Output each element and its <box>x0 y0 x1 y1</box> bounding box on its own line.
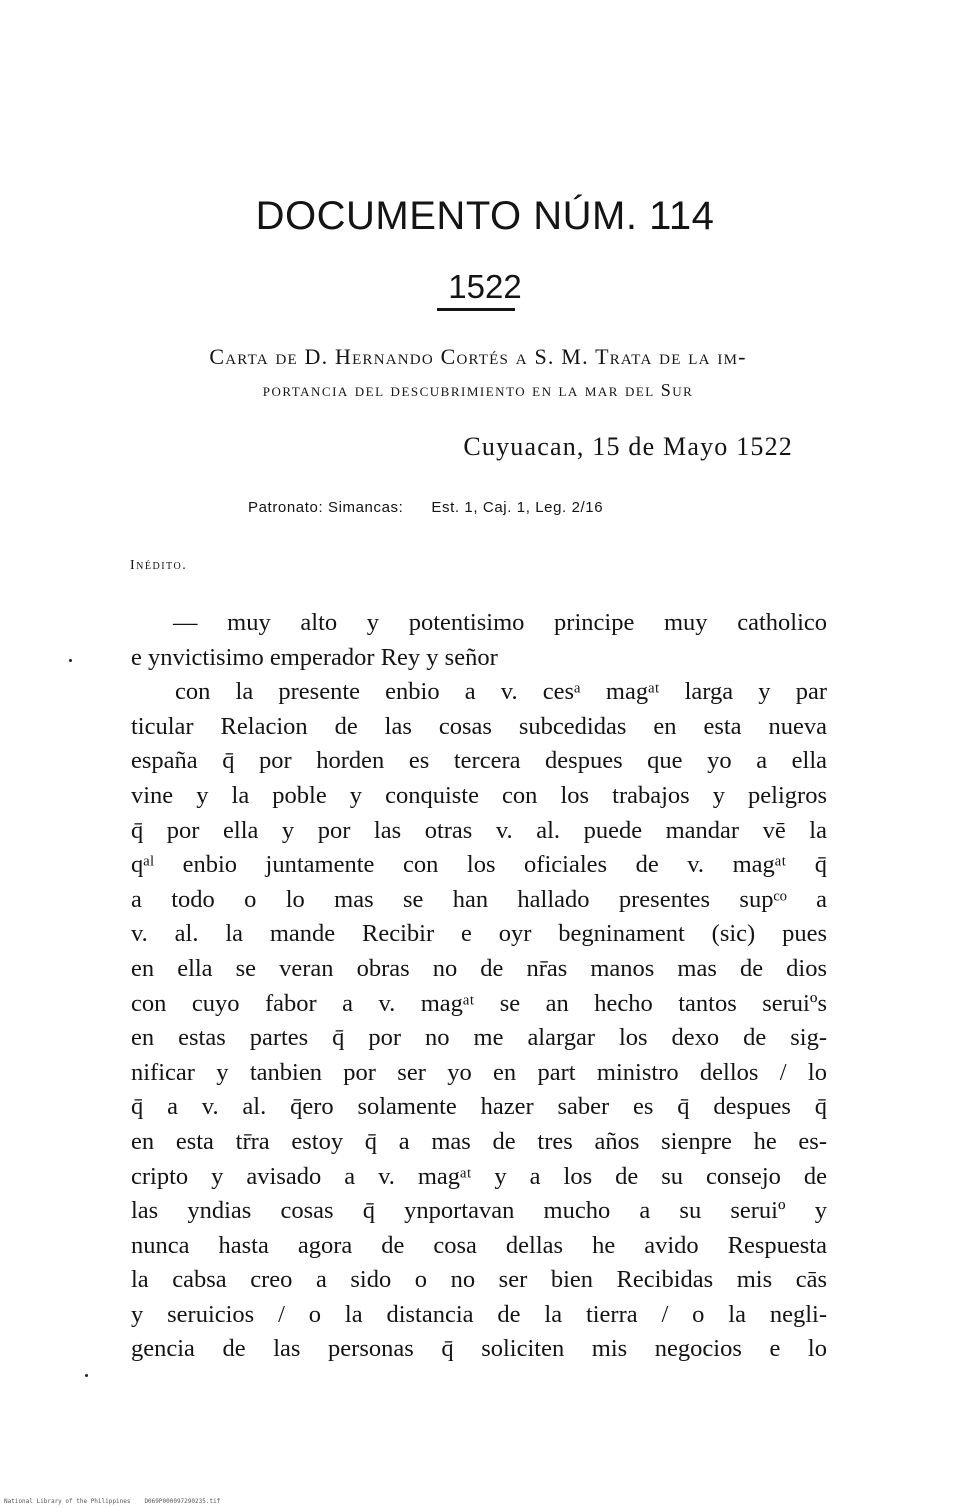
scan-library: National Library of the Philippines <box>4 1498 131 1505</box>
body-line: v. al. la mande Recibir e oyr begninament (sic) pues <box>131 920 827 948</box>
subtitle-line-1: Carta de D. Hernando Cortés a S. M. Trata de la im- <box>209 344 747 369</box>
body-line: las yndias cosas q̄ ynportavan mucho a su seruiº y <box>131 1197 827 1225</box>
archive-label: Patronato: Simancas: <box>248 499 404 516</box>
body-line: cripto y avisado a v. magᵃᵗ y a los de su consejo de <box>131 1162 827 1190</box>
body-line: q̄ a v. al. q̄ero solamente hazer saber es q̄ despues q̄ <box>131 1093 827 1121</box>
scan-filename: D069P000097290235.tif <box>144 1498 221 1505</box>
archive-reference <box>248 500 603 515</box>
scan-footer <box>4 1499 220 1505</box>
body-line: nificar y tanbien por ser yo en part ministro dellos / lo <box>131 1058 827 1086</box>
body-line: nunca hasta agora de cosa dellas he avido Respuesta <box>131 1231 827 1259</box>
body-line: con la presente enbio a v. cesᵃ magᵃᵗ larga y par <box>175 678 827 706</box>
body-line: en ella se veran obras no de nr̄as manos mas de dios <box>131 954 827 982</box>
subtitle-line-2: portancia del descubrimiento en la mar del Sur <box>262 380 694 400</box>
body-line: qᵃˡ enbio juntamente con los oficiales de v. magᵃᵗ q̄ <box>131 851 827 879</box>
body-line: con cuyo fabor a v. magᵃᵗ se an hecho tantos seruiºs <box>131 989 827 1017</box>
document-year: 1522 <box>448 268 522 305</box>
unpublished-label: Inédito. <box>130 558 188 573</box>
body-line: a todo o lo mas se han hallado presentes supᶜᵒ a <box>131 885 827 913</box>
letter-body <box>131 606 827 1367</box>
body-line: e ynvictisimo emperador Rey y señor <box>131 643 498 671</box>
body-line: — muy alto y potentisimo principe muy catholico <box>173 609 827 636</box>
place-date: Cuyuacan, 15 de Mayo 1522 <box>463 432 793 461</box>
body-line: en esta tr̄ra estoy q̄ a mas de tres años sienpre he es- <box>131 1127 827 1155</box>
body-line: españa q̄ por horden es tercera despues que yo a ella <box>131 747 827 775</box>
body-line: y seruicios / o la distancia de la tierra / o la negli- <box>131 1300 827 1328</box>
body-line: gencia de las personas q̄ soliciten mis negocios e lo <box>131 1335 827 1363</box>
body-line: ticular Relacion de las cosas subcedidas en esta nueva <box>131 712 827 740</box>
year-underline <box>437 308 515 311</box>
body-line: q̄ por ella y por las otras v. al. puede mandar vē la <box>131 816 827 844</box>
scan-speck <box>69 659 72 662</box>
document-title: DOCUMENTO NÚM. 114 <box>255 194 715 238</box>
body-line: vine y la poble y conquiste con los trabajos y peligros <box>131 781 827 809</box>
body-line: la cabsa creo a sido o no ser bien Recibidas mis cās <box>131 1266 827 1294</box>
scan-speck <box>85 1374 88 1377</box>
archive-ref: Est. 1, Caj. 1, Leg. 2/16 <box>431 499 604 516</box>
body-line: en estas partes q̄ por no me alargar los dexo de sig- <box>131 1024 827 1052</box>
